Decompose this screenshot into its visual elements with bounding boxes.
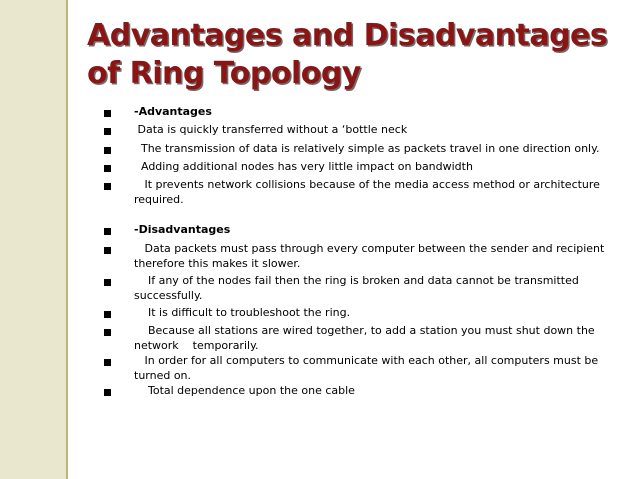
bullet-square-icon [104, 110, 111, 117]
bullet-square-icon [104, 128, 111, 135]
list-item-text: -Advantages [134, 105, 212, 118]
list-item-text: Adding additional nodes has very little impact on bandwidth [134, 160, 473, 173]
list-item-text-continued: turned on. [134, 369, 192, 382]
list-item-text: The transmission of data is relatively simple as packets travel in one direction only. [134, 142, 600, 155]
list-item-text-continued: successfully. [134, 289, 203, 302]
title-line-2: of Ring Topology [87, 56, 361, 91]
bullet-square-icon [104, 359, 111, 366]
bullet-square-icon [104, 165, 111, 172]
bullet-square-icon [104, 329, 111, 336]
list-item-text-continued: therefore this makes it slower. [134, 257, 301, 270]
bullet-square-icon [104, 279, 111, 286]
list-item-text: It prevents network collisions because of the media access method or architecture [134, 178, 600, 191]
bullet-square-icon [104, 147, 111, 154]
bullet-square-icon [104, 311, 111, 318]
list-item-text: In order for all computers to communicate with each other, all computers must be [134, 354, 599, 367]
list-item-text: Data packets must pass through every computer between the sender and recipient [134, 242, 605, 255]
bullet-square-icon [104, 183, 111, 190]
list-item-text-continued: network temporarily. [134, 339, 259, 352]
list-item-text-continued: required. [134, 193, 184, 206]
bullet-square-icon [104, 228, 111, 235]
list-item-text: Data is quickly transferred without a ‘bottle neck [134, 123, 408, 136]
list-item-text: Because all stations are wired together, to add a station you must shut down the [134, 324, 595, 337]
list-item-text: If any of the nodes fail then the ring is broken and data cannot be transmitted [134, 274, 579, 287]
list-item-text: Total dependence upon the one cable [134, 384, 355, 397]
bullet-square-icon [104, 247, 111, 254]
title-line-1: Advantages and Disadvantages [87, 18, 608, 53]
bullet-square-icon [104, 389, 111, 396]
list-item-text: -Disadvantages [134, 223, 231, 236]
list-item-text: It is difficult to troubleshoot the ring. [134, 306, 351, 319]
